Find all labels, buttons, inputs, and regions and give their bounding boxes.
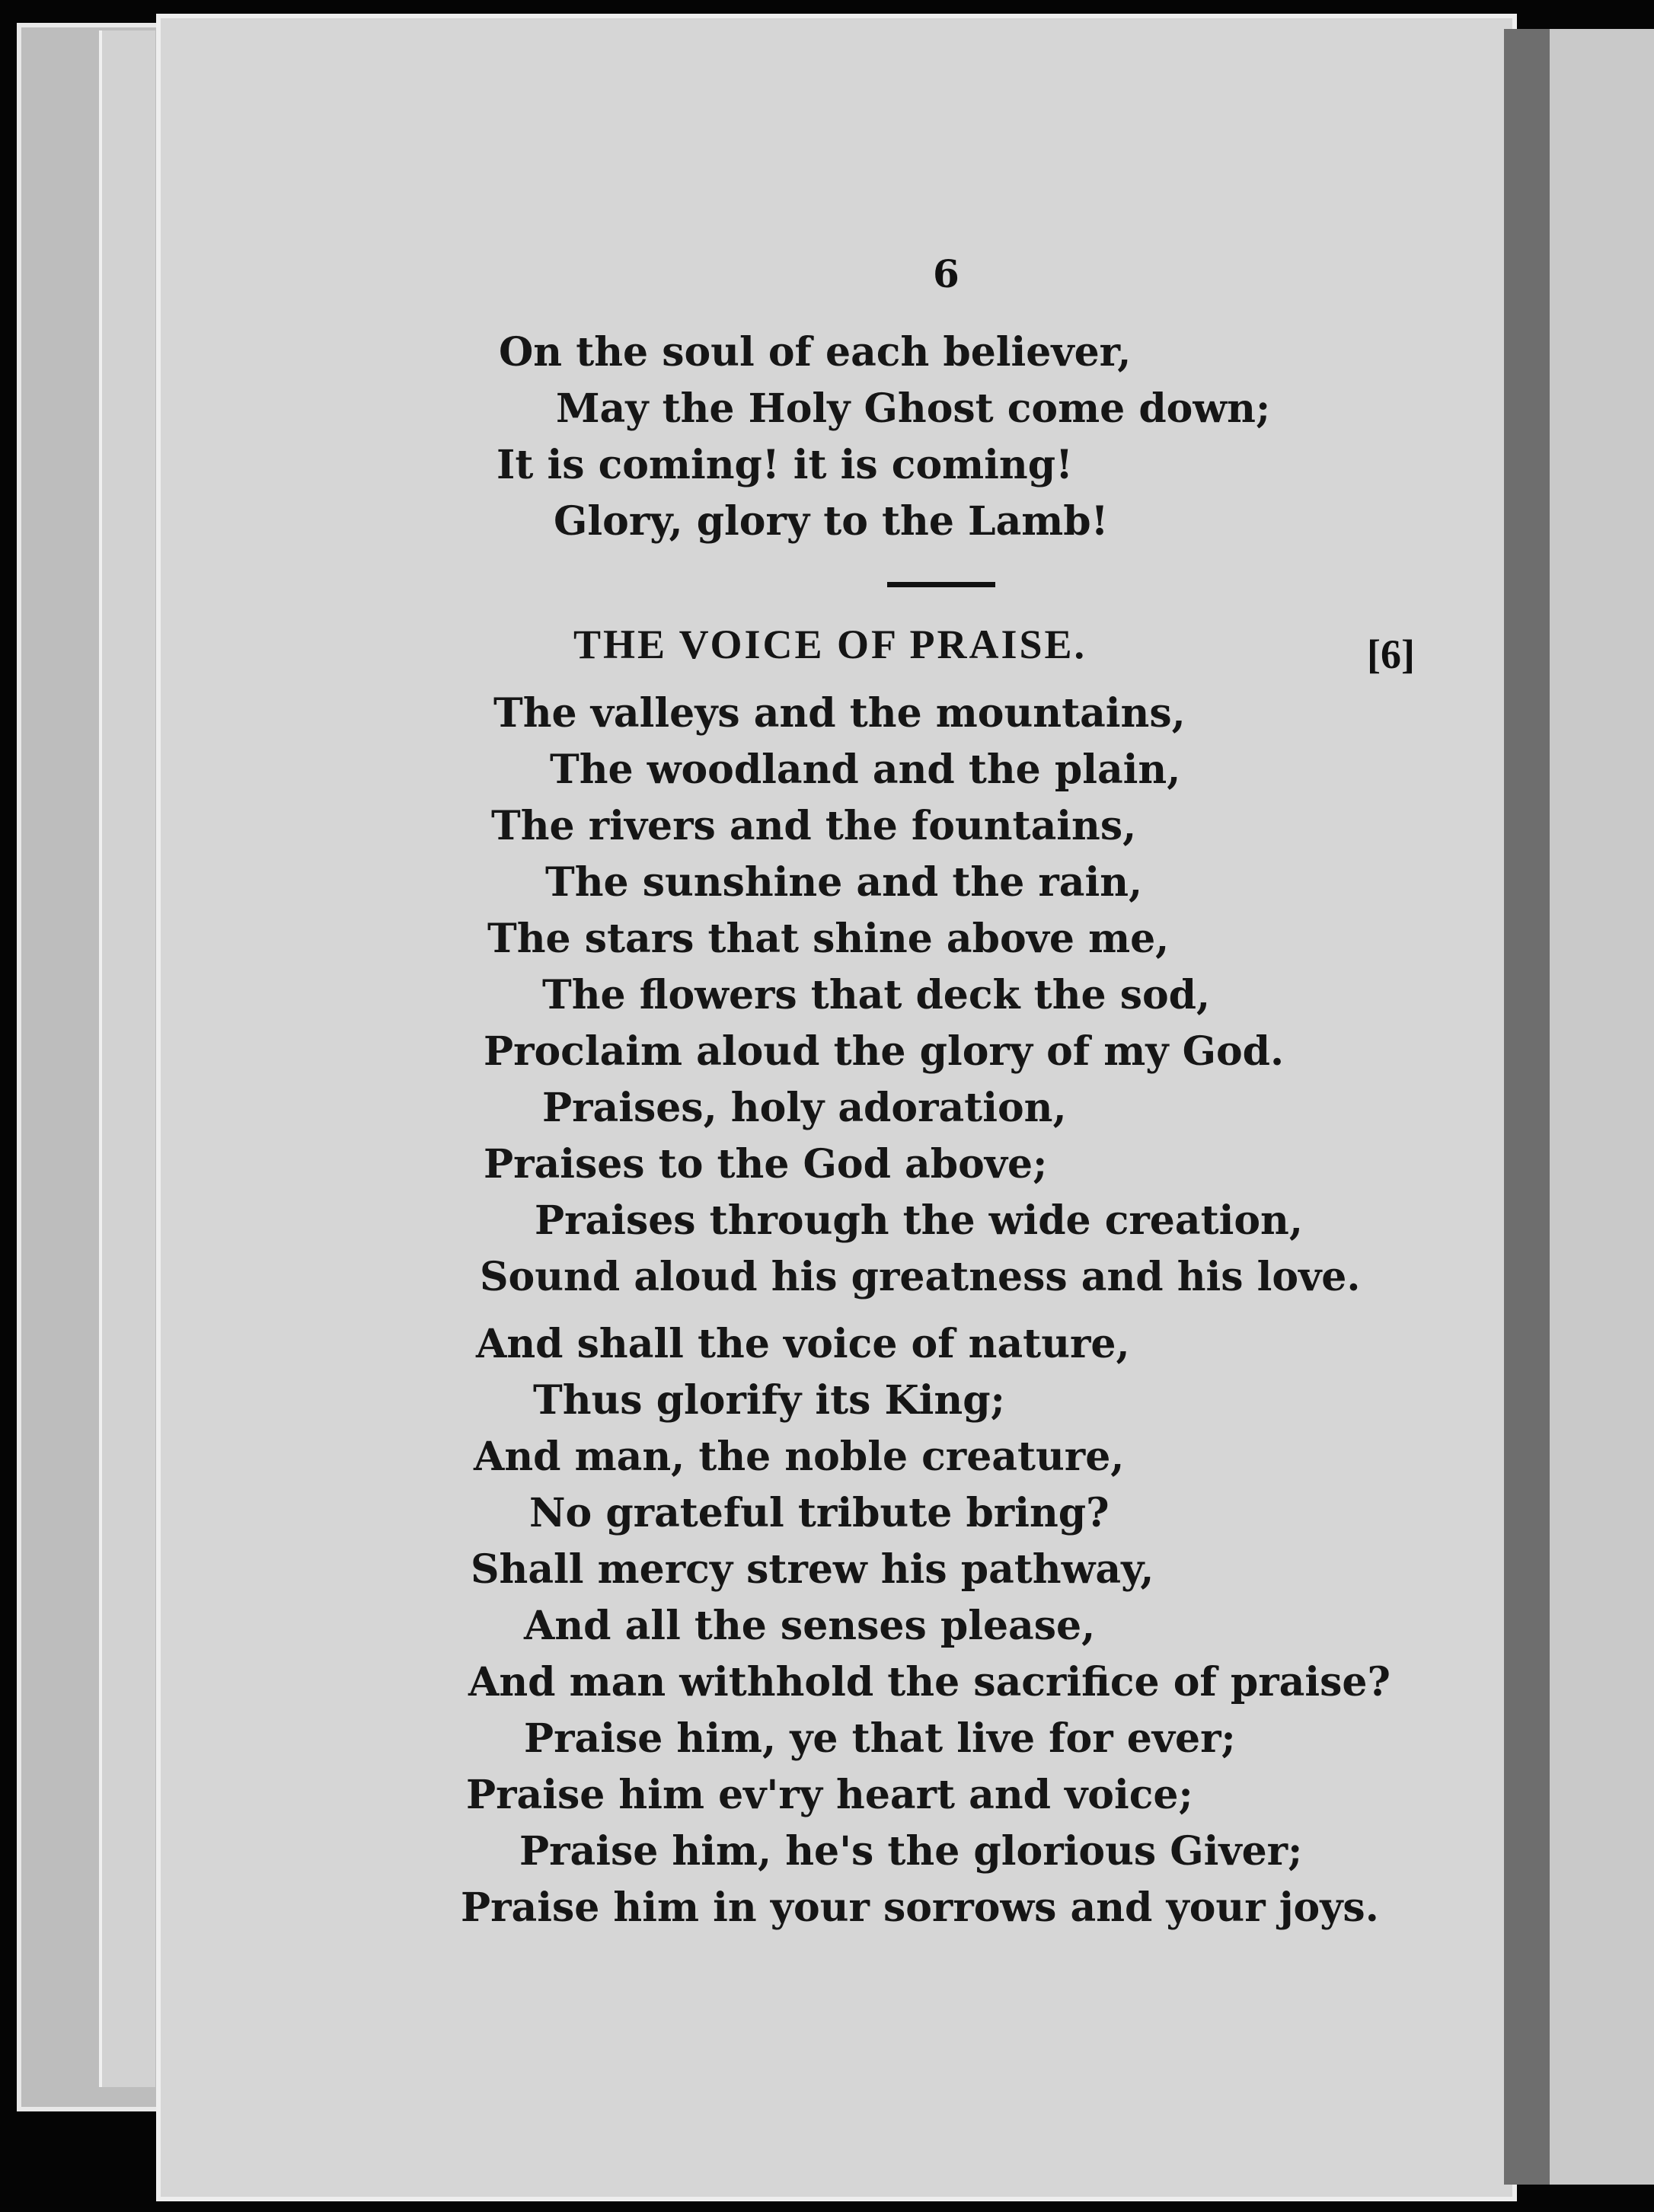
hymn-line: The rivers and the fountains,	[491, 803, 1137, 849]
hymn-line: Praises, holy adoration,	[542, 1085, 1067, 1131]
hymn-line: Proclaim aloud the glory of my God.	[484, 1028, 1285, 1075]
hymn-line: Praise him ev'ry heart and voice;	[466, 1772, 1193, 1818]
verse-line: On the soul of each believer,	[499, 329, 1132, 376]
hymn-line: The valleys and the mountains,	[493, 690, 1186, 737]
hymn-line: And shall the voice of nature,	[476, 1321, 1130, 1367]
hymn-line: Praise him, ye that live for ever;	[524, 1715, 1236, 1762]
hymn-line: Thus glorify its King;	[533, 1377, 1005, 1424]
hymn-line: The sunshine and the rain,	[545, 859, 1143, 906]
hymn-line: Praise him, he's the glorious Giver;	[519, 1828, 1303, 1875]
hymn-number: [6]	[1367, 631, 1415, 677]
hymn-title: THE VOICE OF PRAISE.	[573, 622, 1087, 667]
hymn-line: Praises to the God above;	[484, 1141, 1048, 1188]
page-gutter-shadow	[1504, 29, 1550, 2185]
hymn-line: The flowers that deck the sod,	[542, 972, 1211, 1018]
hymn-line: Sound aloud his greatness and his love.	[480, 1254, 1361, 1300]
hymn-line: The woodland and the plain,	[550, 746, 1181, 793]
hymn-line: And man, the noble creature,	[474, 1434, 1125, 1480]
hymn-line: Shall mercy strew his pathway,	[471, 1546, 1154, 1593]
hymn-line: And all the senses please,	[524, 1603, 1096, 1649]
hymn-line: And man withhold the sacrifice of praise?	[468, 1659, 1391, 1705]
hymn-line: Praises through the wide creation,	[535, 1197, 1303, 1244]
verse-line: May the Holy Ghost come down;	[556, 385, 1271, 432]
back-page-edge	[99, 30, 155, 2087]
verse-line: Glory, glory to the Lamb!	[554, 498, 1109, 545]
hymn-line: The stars that shine above me,	[487, 916, 1170, 962]
section-divider	[887, 582, 995, 587]
hymn-line: Praise him in your sorrows and your joys.	[461, 1884, 1379, 1931]
facing-page-edge	[1550, 29, 1654, 2185]
hymn-line: No grateful tribute bring?	[529, 1490, 1110, 1536]
verse-line: It is coming! it is coming!	[497, 442, 1073, 488]
page-number: 6	[933, 251, 960, 296]
